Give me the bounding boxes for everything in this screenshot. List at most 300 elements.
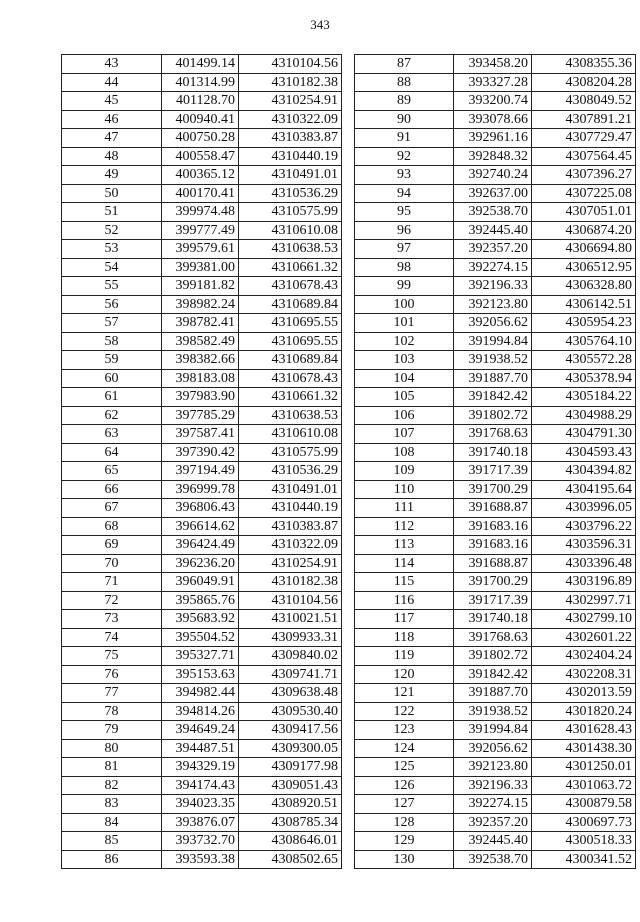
table-row <box>355 647 636 666</box>
point-number-cell: 45 <box>62 92 162 111</box>
x-coordinate-cell: 392740.24 <box>454 166 532 185</box>
point-number-cell: 106 <box>355 406 454 425</box>
y-coordinate-cell: 4303596.31 <box>532 536 636 555</box>
y-coordinate-cell: 4305378.94 <box>532 369 636 388</box>
point-number-cell: 49 <box>62 166 162 185</box>
x-coordinate-cell: 393458.20 <box>454 55 532 74</box>
y-coordinate-cell: 4310440.19 <box>239 499 342 518</box>
point-number-cell: 115 <box>355 573 454 592</box>
point-number-cell: 122 <box>355 702 454 721</box>
x-coordinate-cell: 397983.90 <box>162 388 239 407</box>
y-coordinate-cell: 4308049.52 <box>532 92 636 111</box>
table-row <box>355 203 636 222</box>
x-coordinate-cell: 396999.78 <box>162 480 239 499</box>
table-row <box>355 129 636 148</box>
y-coordinate-cell: 4310104.56 <box>239 591 342 610</box>
x-coordinate-cell: 399777.49 <box>162 221 239 240</box>
table-row <box>355 795 636 814</box>
y-coordinate-cell: 4307225.08 <box>532 184 636 203</box>
point-number-cell: 64 <box>62 443 162 462</box>
y-coordinate-cell: 4305572.28 <box>532 351 636 370</box>
point-number-cell: 129 <box>355 832 454 851</box>
x-coordinate-cell: 391683.16 <box>454 536 532 555</box>
point-number-cell: 105 <box>355 388 454 407</box>
x-coordinate-cell: 400170.41 <box>162 184 239 203</box>
x-coordinate-cell: 391887.70 <box>454 684 532 703</box>
y-coordinate-cell: 4310254.91 <box>239 554 342 573</box>
x-coordinate-cell: 400940.41 <box>162 110 239 129</box>
x-coordinate-cell: 394982.44 <box>162 684 239 703</box>
table-row <box>62 517 342 536</box>
table-row <box>355 277 636 296</box>
point-number-cell: 66 <box>62 480 162 499</box>
y-coordinate-cell: 4309051.43 <box>239 776 342 795</box>
table-row <box>62 332 342 351</box>
y-coordinate-cell: 4302013.59 <box>532 684 636 703</box>
y-coordinate-cell: 4309933.31 <box>239 628 342 647</box>
x-coordinate-cell: 391717.39 <box>454 591 532 610</box>
point-number-cell: 65 <box>62 462 162 481</box>
x-coordinate-cell: 391717.39 <box>454 462 532 481</box>
y-coordinate-cell: 4310689.84 <box>239 295 342 314</box>
table-row <box>62 554 342 573</box>
point-number-cell: 86 <box>62 850 162 869</box>
table-row <box>62 110 342 129</box>
y-coordinate-cell: 4302799.10 <box>532 610 636 629</box>
y-coordinate-cell: 4310104.56 <box>239 55 342 74</box>
x-coordinate-cell: 395683.92 <box>162 610 239 629</box>
y-coordinate-cell: 4304195.64 <box>532 480 636 499</box>
coordinate-table-left <box>61 54 342 869</box>
x-coordinate-cell: 394487.51 <box>162 739 239 758</box>
x-coordinate-cell: 391842.42 <box>454 665 532 684</box>
point-number-cell: 100 <box>355 295 454 314</box>
y-coordinate-cell: 4310678.43 <box>239 369 342 388</box>
table-row <box>62 647 342 666</box>
point-number-cell: 104 <box>355 369 454 388</box>
point-number-cell: 75 <box>62 647 162 666</box>
y-coordinate-cell: 4307891.21 <box>532 110 636 129</box>
y-coordinate-cell: 4301438.30 <box>532 739 636 758</box>
x-coordinate-cell: 394329.19 <box>162 758 239 777</box>
table-row <box>62 295 342 314</box>
y-coordinate-cell: 4309300.05 <box>239 739 342 758</box>
table-row <box>355 240 636 259</box>
x-coordinate-cell: 397194.49 <box>162 462 239 481</box>
point-number-cell: 46 <box>62 110 162 129</box>
table-row <box>62 92 342 111</box>
y-coordinate-cell: 4310322.09 <box>239 110 342 129</box>
y-coordinate-cell: 4310536.29 <box>239 462 342 481</box>
x-coordinate-cell: 393078.66 <box>454 110 532 129</box>
table-row <box>355 665 636 684</box>
point-number-cell: 127 <box>355 795 454 814</box>
point-number-cell: 73 <box>62 610 162 629</box>
point-number-cell: 120 <box>355 665 454 684</box>
x-coordinate-cell: 392123.80 <box>454 295 532 314</box>
y-coordinate-cell: 4304988.29 <box>532 406 636 425</box>
point-number-cell: 56 <box>62 295 162 314</box>
table-row <box>355 110 636 129</box>
point-number-cell: 58 <box>62 332 162 351</box>
point-number-cell: 68 <box>62 517 162 536</box>
x-coordinate-cell: 397785.29 <box>162 406 239 425</box>
point-number-cell: 116 <box>355 591 454 610</box>
point-number-cell: 81 <box>62 758 162 777</box>
table-row <box>62 277 342 296</box>
y-coordinate-cell: 4300518.33 <box>532 832 636 851</box>
x-coordinate-cell: 401499.14 <box>162 55 239 74</box>
y-coordinate-cell: 4302601.22 <box>532 628 636 647</box>
table-row <box>62 166 342 185</box>
table-row <box>62 721 342 740</box>
table-row <box>62 73 342 92</box>
point-number-cell: 55 <box>62 277 162 296</box>
point-number-cell: 52 <box>62 221 162 240</box>
x-coordinate-cell: 391994.84 <box>454 721 532 740</box>
table-row <box>355 351 636 370</box>
y-coordinate-cell: 4303996.05 <box>532 499 636 518</box>
point-number-cell: 90 <box>355 110 454 129</box>
table-row <box>62 795 342 814</box>
point-number-cell: 130 <box>355 850 454 869</box>
x-coordinate-cell: 394814.26 <box>162 702 239 721</box>
x-coordinate-cell: 398782.41 <box>162 314 239 333</box>
x-coordinate-cell: 392274.15 <box>454 795 532 814</box>
x-coordinate-cell: 398582.49 <box>162 332 239 351</box>
point-number-cell: 71 <box>62 573 162 592</box>
y-coordinate-cell: 4307396.27 <box>532 166 636 185</box>
table-row <box>62 758 342 777</box>
table-row <box>62 369 342 388</box>
x-coordinate-cell: 401128.70 <box>162 92 239 111</box>
y-coordinate-cell: 4300697.73 <box>532 813 636 832</box>
point-number-cell: 96 <box>355 221 454 240</box>
x-coordinate-cell: 392848.32 <box>454 147 532 166</box>
point-number-cell: 123 <box>355 721 454 740</box>
y-coordinate-cell: 4310661.32 <box>239 388 342 407</box>
table-row <box>62 462 342 481</box>
y-coordinate-cell: 4310638.53 <box>239 406 342 425</box>
table-row <box>355 573 636 592</box>
x-coordinate-cell: 400750.28 <box>162 129 239 148</box>
table-row <box>355 166 636 185</box>
point-number-cell: 80 <box>62 739 162 758</box>
x-coordinate-cell: 392445.40 <box>454 221 532 240</box>
point-number-cell: 89 <box>355 92 454 111</box>
point-number-cell: 50 <box>62 184 162 203</box>
y-coordinate-cell: 4303396.48 <box>532 554 636 573</box>
table-row <box>62 684 342 703</box>
x-coordinate-cell: 391994.84 <box>454 332 532 351</box>
point-number-cell: 85 <box>62 832 162 851</box>
page-number: 343 <box>310 17 330 32</box>
table-row <box>62 55 342 74</box>
x-coordinate-cell: 393876.07 <box>162 813 239 832</box>
table-row <box>62 832 342 851</box>
y-coordinate-cell: 4310491.01 <box>239 166 342 185</box>
table-row <box>355 591 636 610</box>
x-coordinate-cell: 395327.71 <box>162 647 239 666</box>
x-coordinate-cell: 400558.47 <box>162 147 239 166</box>
table-row <box>62 702 342 721</box>
y-coordinate-cell: 4308646.01 <box>239 832 342 851</box>
y-coordinate-cell: 4310440.19 <box>239 147 342 166</box>
table-row <box>355 721 636 740</box>
x-coordinate-cell: 392538.70 <box>454 203 532 222</box>
point-number-cell: 79 <box>62 721 162 740</box>
table-row <box>355 628 636 647</box>
point-number-cell: 121 <box>355 684 454 703</box>
x-coordinate-cell: 396424.49 <box>162 536 239 555</box>
table-row <box>62 480 342 499</box>
y-coordinate-cell: 4309741.71 <box>239 665 342 684</box>
x-coordinate-cell: 399579.61 <box>162 240 239 259</box>
y-coordinate-cell: 4300341.52 <box>532 850 636 869</box>
x-coordinate-cell: 392123.80 <box>454 758 532 777</box>
x-coordinate-cell: 395504.52 <box>162 628 239 647</box>
point-number-cell: 110 <box>355 480 454 499</box>
table-row <box>62 203 342 222</box>
x-coordinate-cell: 399181.82 <box>162 277 239 296</box>
table-row <box>62 221 342 240</box>
x-coordinate-cell: 398183.08 <box>162 369 239 388</box>
point-number-cell: 98 <box>355 258 454 277</box>
table-row <box>355 369 636 388</box>
table-row <box>355 406 636 425</box>
x-coordinate-cell: 392056.62 <box>454 739 532 758</box>
table-row <box>62 406 342 425</box>
y-coordinate-cell: 4305954.23 <box>532 314 636 333</box>
table-row <box>62 499 342 518</box>
table-row <box>62 536 342 555</box>
point-number-cell: 119 <box>355 647 454 666</box>
point-number-cell: 84 <box>62 813 162 832</box>
table-row <box>355 92 636 111</box>
table-row <box>62 147 342 166</box>
x-coordinate-cell: 397587.41 <box>162 425 239 444</box>
table-row <box>62 850 342 869</box>
point-number-cell: 88 <box>355 73 454 92</box>
y-coordinate-cell: 4302404.24 <box>532 647 636 666</box>
table-row <box>355 776 636 795</box>
y-coordinate-cell: 4310610.08 <box>239 425 342 444</box>
point-number-cell: 102 <box>355 332 454 351</box>
table-row <box>355 184 636 203</box>
x-coordinate-cell: 392056.62 <box>454 314 532 333</box>
y-coordinate-cell: 4310695.55 <box>239 314 342 333</box>
x-coordinate-cell: 391688.87 <box>454 499 532 518</box>
y-coordinate-cell: 4302997.71 <box>532 591 636 610</box>
y-coordinate-cell: 4309177.98 <box>239 758 342 777</box>
point-number-cell: 48 <box>62 147 162 166</box>
x-coordinate-cell: 391768.63 <box>454 425 532 444</box>
table-row <box>62 610 342 629</box>
y-coordinate-cell: 4309530.40 <box>239 702 342 721</box>
y-coordinate-cell: 4307729.47 <box>532 129 636 148</box>
table-row <box>355 425 636 444</box>
x-coordinate-cell: 391938.52 <box>454 702 532 721</box>
x-coordinate-cell: 400365.12 <box>162 166 239 185</box>
x-coordinate-cell: 392538.70 <box>454 850 532 869</box>
table-row <box>355 610 636 629</box>
x-coordinate-cell: 396236.20 <box>162 554 239 573</box>
y-coordinate-cell: 4308502.65 <box>239 850 342 869</box>
point-number-cell: 97 <box>355 240 454 259</box>
y-coordinate-cell: 4303196.89 <box>532 573 636 592</box>
point-number-cell: 125 <box>355 758 454 777</box>
y-coordinate-cell: 4310491.01 <box>239 480 342 499</box>
table-row <box>62 351 342 370</box>
point-number-cell: 69 <box>62 536 162 555</box>
table-row <box>355 221 636 240</box>
x-coordinate-cell: 391700.29 <box>454 573 532 592</box>
x-coordinate-cell: 391740.18 <box>454 610 532 629</box>
x-coordinate-cell: 399974.48 <box>162 203 239 222</box>
x-coordinate-cell: 392445.40 <box>454 832 532 851</box>
y-coordinate-cell: 4310678.43 <box>239 277 342 296</box>
y-coordinate-cell: 4310689.84 <box>239 351 342 370</box>
table-row <box>62 813 342 832</box>
x-coordinate-cell: 391842.42 <box>454 388 532 407</box>
y-coordinate-cell: 4310575.99 <box>239 203 342 222</box>
y-coordinate-cell: 4310695.55 <box>239 332 342 351</box>
y-coordinate-cell: 4301063.72 <box>532 776 636 795</box>
y-coordinate-cell: 4310322.09 <box>239 536 342 555</box>
point-number-cell: 124 <box>355 739 454 758</box>
x-coordinate-cell: 391802.72 <box>454 647 532 666</box>
x-coordinate-cell: 392961.16 <box>454 129 532 148</box>
y-coordinate-cell: 4303796.22 <box>532 517 636 536</box>
point-number-cell: 78 <box>62 702 162 721</box>
point-number-cell: 92 <box>355 147 454 166</box>
x-coordinate-cell: 396614.62 <box>162 517 239 536</box>
table-row <box>355 258 636 277</box>
y-coordinate-cell: 4304394.82 <box>532 462 636 481</box>
y-coordinate-cell: 4308204.28 <box>532 73 636 92</box>
y-coordinate-cell: 4300879.58 <box>532 795 636 814</box>
point-number-cell: 70 <box>62 554 162 573</box>
table-row <box>62 739 342 758</box>
point-number-cell: 67 <box>62 499 162 518</box>
point-number-cell: 114 <box>355 554 454 573</box>
y-coordinate-cell: 4306328.80 <box>532 277 636 296</box>
y-coordinate-cell: 4304593.43 <box>532 443 636 462</box>
table-row <box>355 684 636 703</box>
y-coordinate-cell: 4310638.53 <box>239 240 342 259</box>
table-row <box>62 591 342 610</box>
y-coordinate-cell: 4302208.31 <box>532 665 636 684</box>
y-coordinate-cell: 4310661.32 <box>239 258 342 277</box>
table-row <box>355 499 636 518</box>
table-row <box>62 314 342 333</box>
point-number-cell: 83 <box>62 795 162 814</box>
y-coordinate-cell: 4310575.99 <box>239 443 342 462</box>
point-number-cell: 93 <box>355 166 454 185</box>
x-coordinate-cell: 393593.38 <box>162 850 239 869</box>
x-coordinate-cell: 391802.72 <box>454 406 532 425</box>
y-coordinate-cell: 4309417.56 <box>239 721 342 740</box>
x-coordinate-cell: 392196.33 <box>454 776 532 795</box>
y-coordinate-cell: 4306694.80 <box>532 240 636 259</box>
point-number-cell: 76 <box>62 665 162 684</box>
y-coordinate-cell: 4310182.38 <box>239 573 342 592</box>
x-coordinate-cell: 391938.52 <box>454 351 532 370</box>
point-number-cell: 72 <box>62 591 162 610</box>
x-coordinate-cell: 393200.74 <box>454 92 532 111</box>
y-coordinate-cell: 4310536.29 <box>239 184 342 203</box>
point-number-cell: 77 <box>62 684 162 703</box>
x-coordinate-cell: 394649.24 <box>162 721 239 740</box>
point-number-cell: 53 <box>62 240 162 259</box>
point-number-cell: 54 <box>62 258 162 277</box>
x-coordinate-cell: 392196.33 <box>454 277 532 296</box>
y-coordinate-cell: 4301820.24 <box>532 702 636 721</box>
x-coordinate-cell: 395865.76 <box>162 591 239 610</box>
coordinate-table-right <box>354 54 636 869</box>
x-coordinate-cell: 391700.29 <box>454 480 532 499</box>
point-number-cell: 63 <box>62 425 162 444</box>
x-coordinate-cell: 399381.00 <box>162 258 239 277</box>
table-row <box>62 129 342 148</box>
y-coordinate-cell: 4310021.51 <box>239 610 342 629</box>
point-number-cell: 99 <box>355 277 454 296</box>
point-number-cell: 74 <box>62 628 162 647</box>
table-row <box>62 573 342 592</box>
point-number-cell: 108 <box>355 443 454 462</box>
x-coordinate-cell: 391683.16 <box>454 517 532 536</box>
table-row <box>355 702 636 721</box>
table-row <box>355 73 636 92</box>
x-coordinate-cell: 398382.66 <box>162 351 239 370</box>
y-coordinate-cell: 4308355.36 <box>532 55 636 74</box>
y-coordinate-cell: 4310383.87 <box>239 517 342 536</box>
x-coordinate-cell: 391887.70 <box>454 369 532 388</box>
point-number-cell: 111 <box>355 499 454 518</box>
point-number-cell: 43 <box>62 55 162 74</box>
y-coordinate-cell: 4306874.20 <box>532 221 636 240</box>
point-number-cell: 59 <box>62 351 162 370</box>
point-number-cell: 62 <box>62 406 162 425</box>
table-row <box>62 665 342 684</box>
table-row <box>355 462 636 481</box>
y-coordinate-cell: 4308785.34 <box>239 813 342 832</box>
y-coordinate-cell: 4309840.02 <box>239 647 342 666</box>
table-row <box>355 443 636 462</box>
point-number-cell: 112 <box>355 517 454 536</box>
point-number-cell: 94 <box>355 184 454 203</box>
table-row <box>355 517 636 536</box>
x-coordinate-cell: 391740.18 <box>454 443 532 462</box>
x-coordinate-cell: 392357.20 <box>454 813 532 832</box>
point-number-cell: 51 <box>62 203 162 222</box>
table-row <box>62 443 342 462</box>
point-number-cell: 47 <box>62 129 162 148</box>
point-number-cell: 60 <box>62 369 162 388</box>
x-coordinate-cell: 392274.15 <box>454 258 532 277</box>
table-row <box>62 425 342 444</box>
y-coordinate-cell: 4306142.51 <box>532 295 636 314</box>
x-coordinate-cell: 392637.00 <box>454 184 532 203</box>
y-coordinate-cell: 4310182.38 <box>239 73 342 92</box>
table-row <box>355 554 636 573</box>
point-number-cell: 113 <box>355 536 454 555</box>
point-number-cell: 95 <box>355 203 454 222</box>
x-coordinate-cell: 401314.99 <box>162 73 239 92</box>
table-row <box>62 628 342 647</box>
table-row <box>355 850 636 869</box>
table-row <box>355 739 636 758</box>
